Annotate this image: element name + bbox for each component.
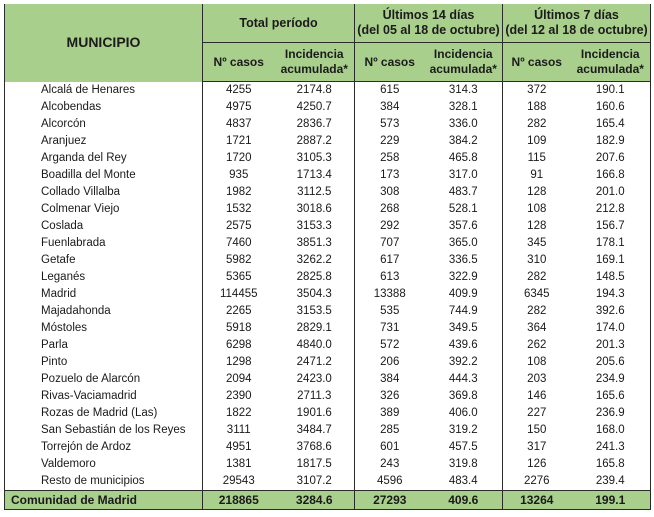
row-municipio: Torrejón de Ardoz [5, 439, 203, 456]
row-incidencia-7: 392.6 [571, 303, 651, 320]
row-incidencia-14: 357.6 [448, 220, 478, 232]
incidence-table [4, 4, 651, 510]
row-casos-14: 268 [355, 201, 425, 218]
row-incidencia-14: 336.0 [448, 118, 478, 130]
row-casos-14: 615 [355, 82, 425, 100]
total-casos-14: 27293 [355, 491, 425, 510]
row-casos-periodo: 1982 [225, 186, 252, 198]
row-incidencia-7: 201.3 [571, 337, 651, 354]
row-casos-periodo: 29543 [222, 475, 255, 487]
row-incidencia-14: 319.2 [448, 424, 478, 436]
row-incidencia-periodo: 3153.3 [296, 220, 332, 232]
row-incidencia-periodo: 2836.7 [296, 118, 332, 130]
total-incidencia-7: 199.1 [571, 491, 651, 510]
row-incidencia-7: 212.8 [571, 201, 651, 218]
row-incidencia-14: 444.3 [448, 373, 478, 385]
header-incidencia-14 [425, 43, 503, 82]
table-row [5, 371, 651, 388]
row-incidencia-7: 236.9 [571, 405, 651, 422]
row-incidencia-14: 369.8 [448, 390, 478, 402]
row-municipio: Pozuelo de Alarcón [5, 371, 203, 388]
table-row [5, 133, 651, 150]
total-casos-periodo: 218865 [203, 491, 275, 510]
row-municipio: Colmenar Viejo [5, 201, 203, 218]
row-casos-14: 601 [355, 439, 425, 456]
row-municipio: Boadilla del Monte [5, 167, 203, 184]
row-incidencia-periodo: 3768.6 [296, 441, 332, 453]
row-incidencia-14: 349.5 [448, 322, 478, 334]
header-total-periodo: Total período [203, 4, 355, 43]
row-incidencia-14: 483.4 [448, 475, 478, 487]
row-incidencia-14: 483.7 [448, 186, 478, 198]
table-row [5, 320, 651, 337]
row-incidencia-7: 168.0 [571, 422, 651, 439]
header-incid-line2: acumulada* [280, 62, 348, 76]
header-7-line1: Últimos 7 días [534, 8, 619, 22]
header-14-line2: (del 05 al 18 de octubre) [357, 23, 500, 37]
row-incidencia-14: 328.1 [448, 101, 478, 113]
table-row [5, 439, 651, 456]
row-casos-periodo: 5365 [225, 271, 252, 283]
table-row [5, 252, 651, 269]
row-casos-periodo: 4951 [225, 441, 252, 453]
row-casos-14: 384 [355, 99, 425, 116]
row-incidencia-periodo: 2711.3 [297, 390, 332, 402]
row-incidencia-7: 160.6 [571, 99, 651, 116]
row-municipio: Coslada [5, 218, 203, 235]
row-incidencia-7: 239.4 [571, 473, 651, 491]
total-casos-7: 13264 [503, 491, 571, 510]
row-incidencia-7: 148.5 [571, 269, 651, 286]
total-incidencia-14: 409.6 [425, 491, 503, 510]
row-casos-14: 292 [355, 218, 425, 235]
row-incidencia-periodo: 3262.2 [296, 254, 332, 266]
row-casos-7: 282 [503, 269, 571, 286]
row-incidencia-periodo: 3153.5 [296, 305, 332, 317]
row-municipio: Pinto [5, 354, 203, 371]
header-incidencia-total [275, 43, 355, 82]
row-incidencia-periodo: 3851.3 [296, 237, 332, 249]
row-incidencia-14: 406.0 [448, 407, 478, 419]
row-casos-7: 372 [503, 82, 571, 100]
row-municipio: San Sebastián de los Reyes [5, 422, 203, 439]
row-incidencia-14: 392.2 [448, 356, 478, 368]
row-casos-periodo: 1721 [225, 135, 252, 147]
table-body [5, 82, 651, 510]
table-row [5, 201, 651, 218]
row-municipio: Arganda del Rey [5, 150, 203, 167]
row-casos-14: 707 [355, 235, 425, 252]
row-casos-7: 282 [503, 116, 571, 133]
row-casos-14: 326 [355, 388, 425, 405]
row-casos-7: 108 [503, 354, 571, 371]
row-casos-7: 115 [503, 150, 571, 167]
row-casos-periodo: 1532 [225, 203, 252, 215]
row-casos-7: 310 [503, 252, 571, 269]
total-row [5, 491, 651, 510]
row-incidencia-periodo: 2423.0 [296, 373, 332, 385]
row-casos-14: 613 [355, 269, 425, 286]
row-casos-7: 317 [503, 439, 571, 456]
row-casos-periodo: 2575 [225, 220, 252, 232]
row-municipio: Rozas de Madrid (Las) [5, 405, 203, 422]
row-incidencia-periodo: 2829.1 [296, 322, 332, 334]
table-row [5, 150, 651, 167]
row-incidencia-periodo: 2825.8 [296, 271, 332, 283]
row-casos-14: 258 [355, 150, 425, 167]
row-casos-7: 128 [503, 218, 571, 235]
row-incidencia-7: 182.9 [571, 133, 651, 150]
table-row [5, 82, 651, 100]
header-incid-line2: acumulada* [576, 62, 644, 76]
row-casos-periodo: 1822 [225, 407, 252, 419]
row-casos-14: 4596 [355, 473, 425, 491]
row-incidencia-14: 314.3 [448, 84, 478, 96]
row-incidencia-7: 169.1 [571, 252, 651, 269]
row-casos-periodo: 1298 [225, 356, 252, 368]
row-municipio: Rivas-Vaciamadrid [5, 388, 203, 405]
row-casos-14: 229 [355, 133, 425, 150]
row-incidencia-7: 190.1 [571, 82, 651, 100]
row-municipio: Collado Villalba [5, 184, 203, 201]
row-casos-periodo: 1720 [225, 152, 252, 164]
table-row [5, 473, 651, 491]
row-casos-7: 128 [503, 184, 571, 201]
table-row [5, 286, 651, 303]
row-casos-14: 206 [355, 354, 425, 371]
row-casos-7: 2276 [503, 473, 571, 491]
row-casos-7: 91 [503, 167, 571, 184]
table-row [5, 354, 651, 371]
row-municipio: Parla [5, 337, 203, 354]
table-row [5, 184, 651, 201]
row-incidencia-14: 319.8 [448, 458, 478, 470]
row-casos-periodo: 2094 [225, 373, 252, 385]
row-casos-14: 389 [355, 405, 425, 422]
table-row [5, 405, 651, 422]
row-casos-periodo: 3111 [226, 424, 251, 436]
row-incidencia-14: 336.5 [448, 254, 478, 266]
row-casos-7: 203 [503, 371, 571, 388]
header-incid-line1: Incidencia [284, 47, 344, 61]
table-row [5, 337, 651, 354]
row-incidencia-14: 409.9 [448, 288, 478, 300]
table-row [5, 388, 651, 405]
header-ultimos-7-dias [503, 4, 651, 43]
row-casos-periodo: 6298 [225, 339, 252, 351]
row-municipio: Fuenlabrada [5, 235, 203, 252]
row-incidencia-periodo: 3107.2 [296, 475, 332, 487]
table-row [5, 116, 651, 133]
row-incidencia-14: 439.6 [448, 339, 478, 351]
row-incidencia-7: 165.6 [571, 388, 651, 405]
row-casos-periodo: 1381 [225, 458, 252, 470]
header-14-line1: Últimos 14 días [382, 8, 475, 22]
header-incid-line2: acumulada* [429, 62, 497, 76]
row-incidencia-14: 322.9 [448, 271, 478, 283]
header-incidencia-7 [571, 43, 651, 82]
row-incidencia-7: 201.0 [571, 184, 651, 201]
row-casos-periodo: 935 [229, 169, 249, 181]
row-casos-7: 6345 [503, 286, 571, 303]
row-casos-7: 227 [503, 405, 571, 422]
row-incidencia-14: 384.2 [448, 135, 478, 147]
row-casos-periodo: 2390 [225, 390, 252, 402]
row-incidencia-periodo: 2887.2 [296, 135, 332, 147]
table-row [5, 218, 651, 235]
header-casos-14: Nº casos [355, 43, 425, 82]
row-incidencia-periodo: 2174.8 [296, 84, 332, 96]
row-casos-14: 384 [355, 371, 425, 388]
row-incidencia-14: 465.8 [448, 152, 478, 164]
row-municipio: Madrid [5, 286, 203, 303]
row-incidencia-periodo: 4840.0 [296, 339, 332, 351]
row-municipio: Getafe [5, 252, 203, 269]
header-incid-line1: Incidencia [580, 47, 640, 61]
row-incidencia-7: 205.6 [571, 354, 651, 371]
row-incidencia-7: 165.4 [571, 116, 651, 133]
row-casos-periodo: 2265 [225, 305, 252, 317]
header-incid-line1: Incidencia [433, 47, 493, 61]
table-row [5, 303, 651, 320]
row-incidencia-14: 744.9 [448, 305, 478, 317]
row-casos-7: 188 [503, 99, 571, 116]
row-casos-7: 262 [503, 337, 571, 354]
row-casos-14: 573 [355, 116, 425, 133]
row-incidencia-periodo: 1817.5 [296, 458, 332, 470]
row-casos-periodo: 4255 [225, 84, 252, 96]
row-incidencia-periodo: 3504.3 [296, 288, 332, 300]
row-casos-14: 308 [355, 184, 425, 201]
row-incidencia-7: 194.3 [571, 286, 651, 303]
table-row [5, 235, 651, 252]
row-casos-7: 282 [503, 303, 571, 320]
row-incidencia-14: 317.0 [448, 169, 478, 181]
row-casos-periodo: 4837 [225, 118, 252, 130]
row-incidencia-7: 166.8 [571, 167, 651, 184]
header-casos-total: Nº casos [203, 43, 275, 82]
row-casos-7: 146 [503, 388, 571, 405]
row-incidencia-periodo: 2471.2 [296, 356, 332, 368]
row-casos-periodo: 114455 [219, 288, 258, 300]
header-casos-7: Nº casos [503, 43, 571, 82]
total-municipio: Comunidad de Madrid [5, 491, 203, 510]
header-ultimos-14-dias [355, 4, 503, 43]
row-casos-14: 243 [355, 456, 425, 473]
row-incidencia-periodo: 3112.5 [297, 186, 332, 198]
row-incidencia-14: 528.1 [448, 203, 478, 215]
row-casos-7: 150 [503, 422, 571, 439]
table-row [5, 422, 651, 439]
row-casos-periodo: 7460 [225, 237, 252, 249]
table-row [5, 167, 651, 184]
row-casos-14: 173 [355, 167, 425, 184]
row-incidencia-14: 365.0 [448, 237, 478, 249]
table-row [5, 456, 651, 473]
row-municipio: Leganés [5, 269, 203, 286]
row-incidencia-7: 207.6 [571, 150, 651, 167]
row-casos-7: 109 [503, 133, 571, 150]
row-casos-7: 126 [503, 456, 571, 473]
row-incidencia-7: 156.7 [571, 218, 651, 235]
table-row [5, 99, 651, 116]
row-casos-periodo: 5918 [225, 322, 252, 334]
row-casos-14: 731 [355, 320, 425, 337]
row-casos-periodo: 5982 [225, 254, 252, 266]
row-incidencia-periodo: 3018.6 [296, 203, 332, 215]
row-incidencia-periodo: 1713.4 [296, 169, 332, 181]
row-incidencia-periodo: 3105.3 [296, 152, 332, 164]
row-municipio: Alcobendas [5, 99, 203, 116]
row-casos-14: 285 [355, 422, 425, 439]
row-incidencia-7: 165.8 [571, 456, 651, 473]
row-incidencia-7: 178.1 [571, 235, 651, 252]
header-7-line2: (del 12 al 18 de octubre) [505, 23, 648, 37]
total-incidencia-periodo: 3284.6 [275, 491, 355, 510]
row-incidencia-7: 241.3 [571, 439, 651, 456]
row-casos-periodo: 4975 [225, 101, 252, 113]
row-incidencia-periodo: 1901.6 [296, 407, 332, 419]
row-municipio: Móstoles [5, 320, 203, 337]
row-municipio: Majadahonda [5, 303, 203, 320]
row-municipio: Alcalá de Henares [5, 82, 203, 100]
row-municipio: Aranjuez [5, 133, 203, 150]
row-municipio: Resto de municipios [5, 473, 203, 491]
row-municipio: Alcorcón [5, 116, 203, 133]
row-incidencia-7: 234.9 [571, 371, 651, 388]
row-casos-14: 535 [355, 303, 425, 320]
header-municipio: MUNICIPIO [5, 4, 203, 82]
row-incidencia-periodo: 3484.7 [296, 424, 332, 436]
row-incidencia-7: 174.0 [571, 320, 651, 337]
row-casos-14: 13388 [355, 286, 425, 303]
table-header [5, 4, 651, 82]
row-incidencia-periodo: 4250.7 [296, 101, 332, 113]
row-casos-7: 108 [503, 201, 571, 218]
row-casos-7: 364 [503, 320, 571, 337]
row-municipio: Valdemoro [5, 456, 203, 473]
row-casos-14: 617 [355, 252, 425, 269]
row-incidencia-14: 457.5 [448, 441, 478, 453]
table-row [5, 269, 651, 286]
row-casos-14: 572 [355, 337, 425, 354]
row-casos-7: 345 [503, 235, 571, 252]
